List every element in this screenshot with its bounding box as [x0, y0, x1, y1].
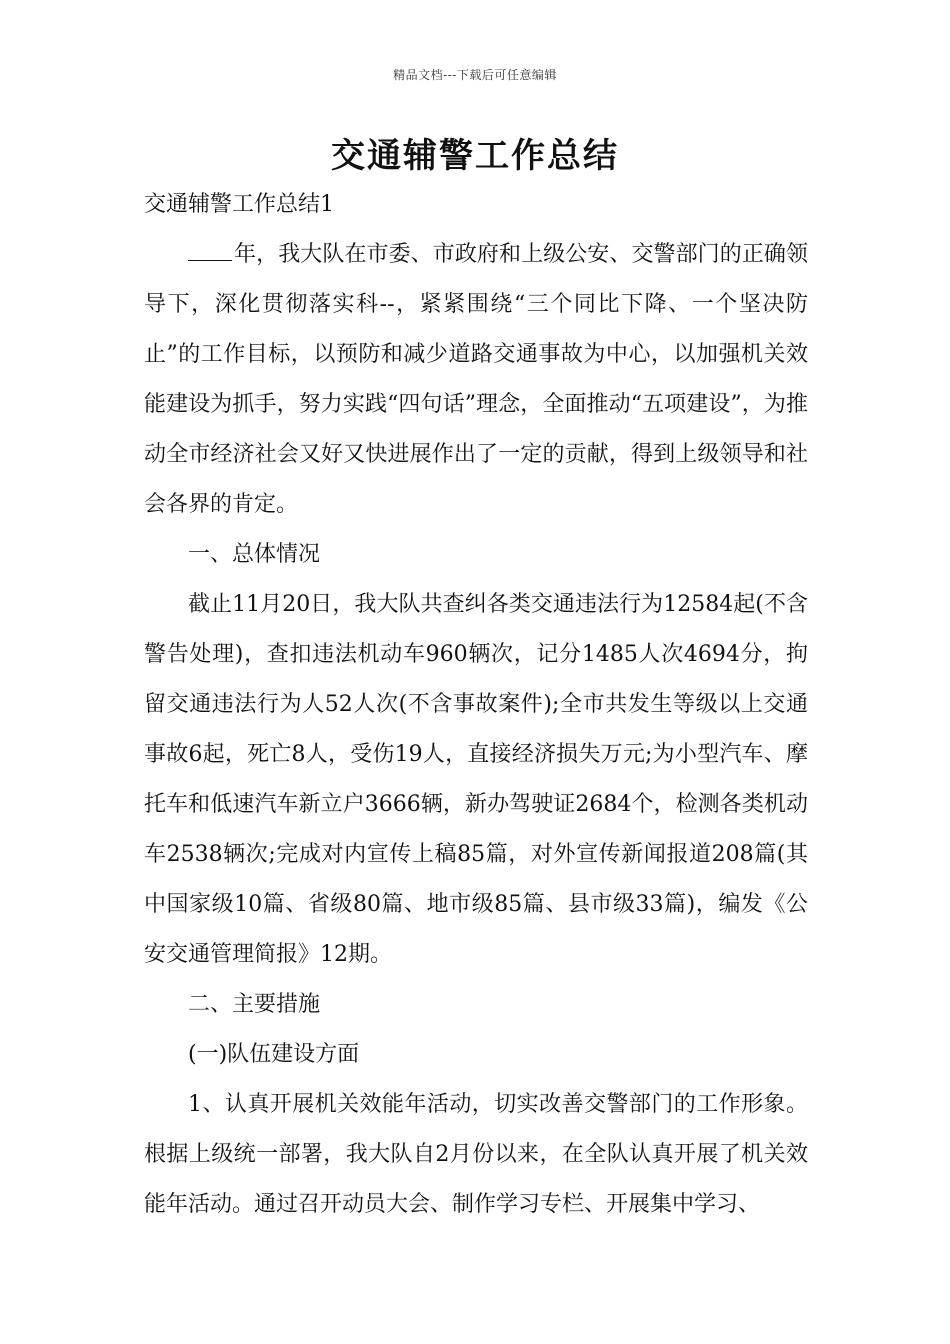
section-heading-overview: 一、总体情况 [188, 542, 321, 567]
header-note: 精品文档---下载后可任意编辑 [393, 68, 557, 82]
paragraph-measure-1: 1、认真开展机关效能年活动，切实改善交警部门的工作形象。根据上级统一部署，我大队自2月份以来，在全队认真开展了机关效能年活动。通过召开动员大会、制作学习专栏、开展集中学习、 [144, 1092, 808, 1217]
subsection-heading-team: (一)队伍建设方面 [188, 1042, 360, 1067]
document-title: 交通辅警工作总结 [331, 136, 619, 176]
paragraph-overview: 截止11月20日，我大队共查纠各类交通违法行为12584起(不含警告处理)，查扣违法机动车960辆次，记分1485人次4694分，拘留交通违法行为人52人次(不含事故案件);全市共发生等级以上交通事故6起，死亡8人，受伤19人，直接经济损失万元;为小型汽车、摩托车和低速汽车新立户3666辆，新办驾驶证2684个，检测各类机动车2538辆次;完成对内宣传上稿85篇，对外宣传新闻报道208篇(其中国家级10篇、省级80篇、地市级85篇、县市级33篇)，编发《公安交通管理简报》12期。 [144, 592, 808, 967]
paragraph-intro-text: 年，我大队在市委、市政府和上级公安、交警部门的正确领导下，深化贯彻落实科--，紧紧围绕“三个同比下降、一个坚决防止”的工作目标，以预防和减少道路交通事故为中心，以加强机关效能建设为抓手，努力实践“四句话”理念，全面推动“五项建设”，为推动全市经济社会又好又快进展作出了一定的贡献，得到上级领导和社会各界的肯定。 [144, 242, 808, 517]
document-subtitle: 交通辅警工作总结1 [144, 192, 334, 217]
document-body [144, 180, 808, 1230]
paragraph-intro [144, 230, 808, 530]
fill-in-blank [188, 240, 232, 261]
section-heading-measures: 二、主要措施 [188, 992, 321, 1017]
